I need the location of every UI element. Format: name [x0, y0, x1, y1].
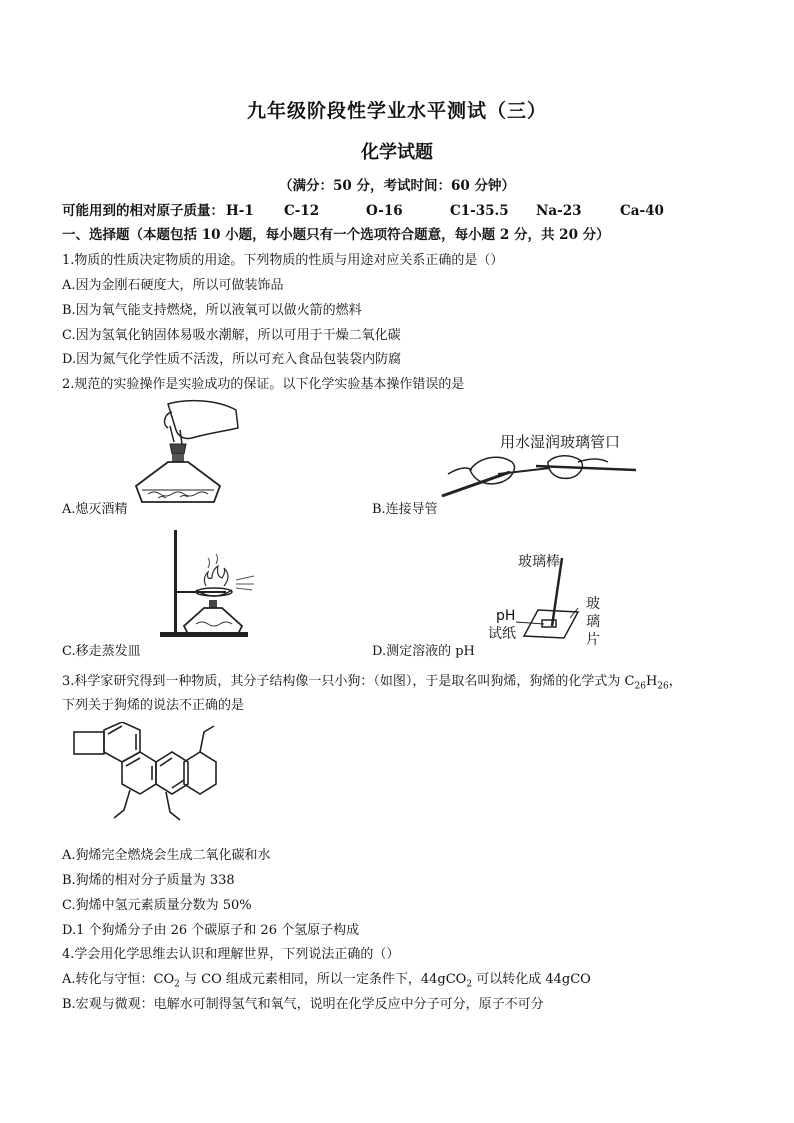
q4-a-sub2: 2	[466, 979, 473, 990]
q1-option-d: D.因为氮气化学性质不活泼，所以可充入食品包装袋内防腐	[62, 352, 402, 367]
q4-stem: 4.学会用化学思维去认识和理解世界，下列说法正确的（）	[62, 947, 400, 962]
figure-b-caption: 用水湿润玻璃管口	[500, 433, 621, 451]
q3-option-a: A.狗烯完全燃烧会生成二氧化碳和水	[62, 848, 271, 863]
atomic-masses	[62, 199, 664, 219]
atom-ca: Ca-40	[620, 203, 664, 219]
q4-option-b: B.宏观与微观：电解水可制得氢气和氧气，说明在化学反应中分子可分，原子不可分	[62, 997, 544, 1012]
section-heading: 一、选择题（本题包括 10 小题，每小题只有一个选项符合题意，每小题 2 分，共 20 分）	[62, 227, 610, 243]
q1-option-a: A.因为金刚石硬度大，所以可做装饰品	[62, 278, 284, 293]
q1-stem: 1.物质的性质决定物质的用途。下列物质的性质与用途对应关系正确的是（）	[62, 253, 504, 268]
atom-h: H-1	[226, 203, 254, 219]
q2-option-d: D.测定溶液的 pH	[372, 644, 475, 659]
label-slide-3: 片	[586, 632, 600, 648]
q3-stem-line2: 下列关于狗烯的说法不正确的是	[62, 698, 245, 713]
q2-stem: 2.规范的实验操作是实验成功的保证。以下化学实验基本操作错误的是	[62, 377, 465, 392]
q4-option-a	[62, 968, 591, 990]
q3-stem-text: 3.科学家研究得到一种物质，其分子结构像一只小狗：（如图），于是取名叫狗烯，狗烯的化学式为 C	[62, 674, 635, 689]
label-glass-rod: 玻璃棒	[518, 554, 560, 570]
exam-note: （满分：50 分，考试时间：60 分钟）	[279, 178, 515, 194]
figure-dog-molecule	[70, 722, 220, 836]
figure-ph-test	[486, 548, 606, 648]
label-ph: pH	[496, 608, 516, 624]
q3-option-d: D.1 个狗烯分子由 26 个碳原子和 26 个氢原子构成	[62, 923, 360, 938]
q4-a-part3: 可以转化成 44gCO	[472, 972, 591, 987]
q3-option-b: B.狗烯的相对分子质量为 338	[62, 873, 235, 888]
subject-title: 化学试题	[361, 142, 433, 163]
q3-h: H	[645, 674, 658, 689]
atom-o: O-16	[366, 203, 403, 219]
q3-stem-line1	[62, 670, 682, 692]
figure-evaporating-dish	[156, 528, 256, 640]
atomic-masses-label: 可能用到的相对原子质量：	[62, 203, 224, 219]
q2-option-c: C.移走蒸发皿	[62, 644, 141, 659]
q3-stem-end: ，	[668, 674, 682, 689]
figure-connect-tube	[440, 452, 640, 504]
q2-option-b: B.连接导管	[372, 502, 438, 517]
q1-option-c: C.因为氢氧化钠固体易吸水潮解，所以可用于干燥二氧化碳	[62, 328, 401, 343]
label-slide-1: 玻	[586, 596, 600, 612]
figure-alcohol-lamp	[128, 398, 240, 506]
atom-na: Na-23	[536, 203, 582, 219]
q4-a-sub1: 2	[174, 979, 180, 990]
q3-option-c: C.狗烯中氢元素质量分数为 50%	[62, 898, 252, 913]
q4-a-part1: A.转化与守恒：CO	[62, 972, 175, 987]
q4-a-part2: 与 CO 组成元素相同，所以一定条件下，44gCO	[179, 972, 467, 987]
label-slide-2: 璃	[586, 614, 600, 630]
q1-option-b: B.因为氧气能支持燃烧，所以液氧可以做火箭的燃料	[62, 303, 362, 318]
q3-sub-c: 26	[634, 681, 646, 692]
atom-c: C-12	[284, 203, 320, 219]
exam-title: 九年级阶段性学业水平测试（三）	[246, 100, 547, 122]
q3-sub-h: 26	[657, 681, 669, 692]
atom-cl: C1-35.5	[450, 203, 509, 219]
q2-option-a: A.熄灭酒精	[62, 502, 128, 517]
label-test-paper: 试纸	[488, 626, 516, 642]
